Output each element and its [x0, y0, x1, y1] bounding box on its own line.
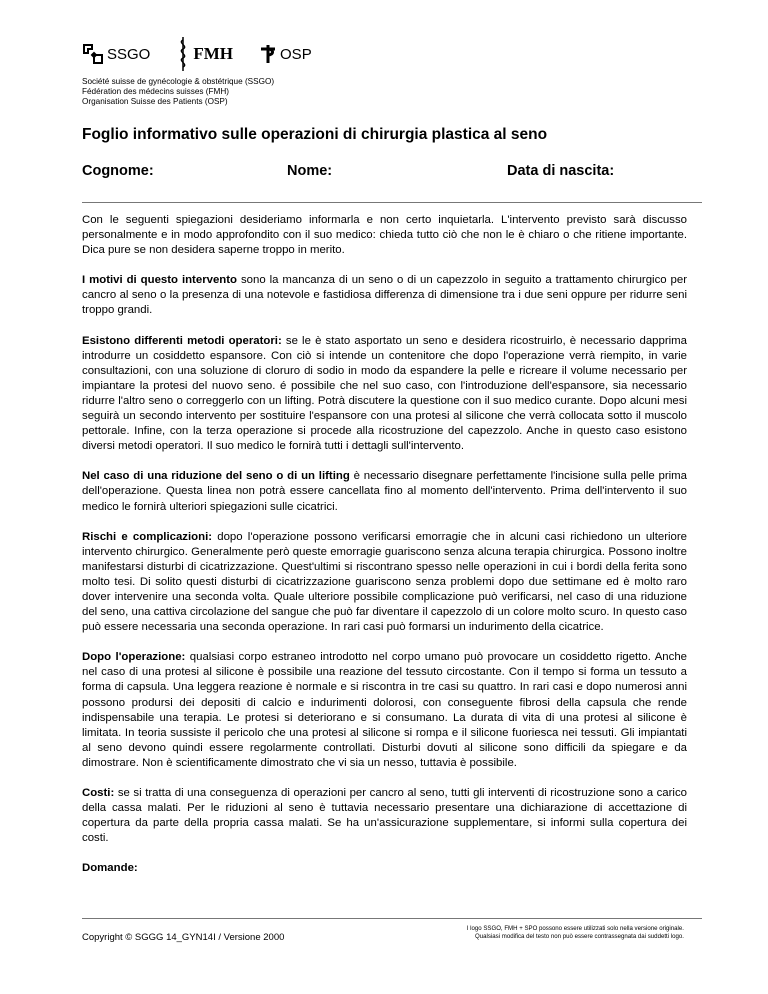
after-surgery-text: qualsiasi corpo estraneo introdotto nel corpo umano può provocare un cosiddetto rigetto. Anche nel caso di una protesi al silicone è possibile una reazione del tessuto circostante. Con il tempo si forma un tessuto a forma di capsula. Una leggera reazione è normale e si riscontra in tre casi su quattro. In rari casi e dopo numerosi anni possono prodursi dei depositi di calcio e indurimenti dolorosi, con conseguente fibrosi della capsula che rende indispensabile una terapia. Le protesi si deteriorano e si consumano. La durata di vita di una protesi al silicone è limitata. In teoria sussiste il pericolo che una protesi al silicone si rompa e il silicone fuoriesca nei tessuti. Gli impiantati al seno devono quindi essere regolarmente controllati. Disturbi dovuti al silicone sono difficili da spiegare e da dimostrare. Non è scientificamente dimostrato che vi sia un nesso, tuttavia è possibile.	[82, 651, 687, 769]
reasons-heading: I motivi di questo intervento	[82, 274, 238, 287]
organization-ssgo: Société suisse de gynécologie & obstétrique (SSGO)	[82, 77, 275, 86]
birthdate-label: Data di nascita:	[507, 163, 615, 179]
top-divider	[82, 202, 702, 203]
questions-heading: Domande:	[82, 862, 138, 875]
caduceus-icon	[176, 36, 190, 72]
costs-heading: Costi:	[82, 787, 115, 799]
methods-heading: Esistono differenti metodi operatori:	[82, 334, 282, 347]
risks-heading: Rischi e complicazioni:	[82, 530, 213, 543]
risks-paragraph	[82, 530, 687, 636]
organization-fmh: Fédération des médecins suisses (FMH)	[82, 87, 229, 96]
logo-row	[82, 36, 338, 72]
bottom-divider	[82, 918, 702, 919]
reduction-paragraph	[82, 469, 687, 514]
reduction-text: è necessario disegnare perfettamente l'incisione sulla pelle prima dell'operazione. Questa linea non potrà essere cancellata fino al momento dell'intervento. Prima dell'intervento il suo medico le fornirà ulteriori spiegazioni sulle cicatrici.	[82, 470, 687, 513]
osp-logo	[259, 44, 312, 64]
reduction-heading: Nel caso di una riduzione del seno o di un lifting	[82, 470, 350, 483]
reasons-paragraph	[82, 273, 687, 318]
intro-paragraph: Con le seguenti spiegazioni desideriamo informarla e non certo inquietarla. L'intervento previsto sarà discusso personalmente e in modo approfondito con il suo medico: chieda tutto ciò che non le è chiaro o che ritiene importante. Dica pure se non desidera saperne troppo in merito.	[82, 214, 687, 257]
methods-paragraph	[82, 334, 687, 455]
after-surgery-paragraph	[82, 650, 687, 771]
name-label: Nome:	[287, 163, 333, 179]
organization-list	[82, 77, 274, 107]
logo-usage-notice	[467, 925, 684, 941]
osp-emblem-icon	[259, 44, 277, 64]
ssgo-logo-text: SSGO	[107, 45, 151, 63]
methods-text: se le è stato asportato un seno e desidera ricostruirlo, è necessario dapprima introdurre un cosiddetto espansore. Con ciò si intende un contenitore che dopo l'operazione verrà riempito, in varie consultazioni, con una soluzione di cloruro di sodio in modo da espandere la pelle e ricreare il volume necessario per impiantare la protesi del nuovo seno. é possibile che nel suo caso, con l'introduzione dell'espansore, sia necessario ridurre l'altro seno o correggerlo con un lifting. Potrà discutere la questione con il suo medico curante. Dopo alcuni mesi seguirà un secondo intervento per sostituire l'espansore con una protesi al silicone che verrà collocata sotto il muscolo pettorale. Infine, con la terza operazione si procede alla ricostruzione del capezzolo. Anche in questo caso esistono diversi metodi operatori. Il suo medico le fornirà tutti i dettagli sull'intervento.	[82, 334, 687, 453]
patient-fields	[82, 163, 702, 181]
ssgo-emblem-icon	[82, 43, 104, 65]
fmh-logo	[176, 36, 233, 72]
questions-paragraph	[82, 861, 687, 876]
logo-usage-notice-line-2: Qualsiasi modifica del testo non può essere contrassegnata dai suddetti logo.	[474, 933, 684, 940]
ssgo-logo	[82, 43, 150, 65]
after-surgery-heading: Dopo l'operazione:	[82, 651, 186, 664]
costs-paragraph	[82, 786, 687, 846]
costs-text: se si tratta di una conseguenza di operazioni per cancro al seno, tutti gli interventi di ricostruzione sono a carico della cassa malati. Per le riduzioni al seno è tuttavia necessario presentare una dichiarazione di accettazione di copertura da parte della propria cassa malati. Se ha un'assicurazione supplementare, si informi sulla copertura dei costi.	[82, 787, 687, 845]
risks-text: dopo l'operazione possono verificarsi emorragie che in alcuni casi richiedono un ulteriore intervento chirurgico. Generalmente però queste emorragie guariscono senza alcuna terapia chirurgica. Possono inoltre manifestarsi disturbi di cicatrizzazione. Quest'ultimi si riscontrano spesso nelle operazioni in cui i bordi della ferita sono molto tesi. Di solito questi disturbi di cicatrizzazione guariscono senza problemi dopo due settimane ed è molto raro dover intervenire una seconda volta. Quale ulteriore possibile complicazione può verificarsi, nel caso di una riduzione del seno, una cattiva circolazione del sangue che può far diventare il capezzolo di un colore molto scuro. In questo caso può essere necessaria una seconda operazione. In rari casi può formarsi un indurimento della cicatrice.	[82, 530, 687, 634]
organization-osp: Organisation Suisse des Patients (OSP)	[82, 97, 228, 106]
document-body	[82, 213, 687, 891]
surname-label: Cognome:	[82, 163, 154, 179]
logo-usage-notice-line-1: I logo SSGO, FMH + SPO possono essere utilizzati solo nella versione originale.	[466, 925, 684, 932]
reasons-text: sono la mancanza di un seno o di un capezzolo in seguito a trattamento chirurgico per cancro al seno o la presenza di una notevole e fastidiosa differenza di dimensione tra i due seni oppure per ridurre seni troppo grandi.	[82, 274, 688, 317]
osp-logo-text: OSP	[280, 45, 312, 63]
copyright-text: Copyright © SGGG 14_GYN14I / Versione 2000	[82, 932, 285, 943]
document-title: Foglio informativo sulle operazioni di chirurgia plastica al seno	[82, 126, 548, 143]
fmh-logo-text: FMH	[193, 44, 234, 63]
